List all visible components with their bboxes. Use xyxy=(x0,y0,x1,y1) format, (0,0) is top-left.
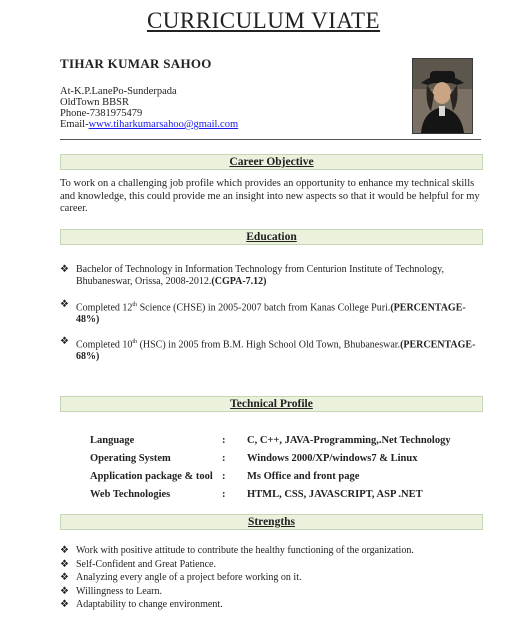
technical-profile-table xyxy=(90,431,451,503)
list-item xyxy=(60,558,480,572)
header-divider xyxy=(60,139,481,140)
diamond-bullet-icon: ❖ xyxy=(60,336,69,347)
phone-number: Phone-7381975479 xyxy=(60,108,143,119)
diamond-bullet-icon: ❖ xyxy=(60,572,69,583)
tech-colon: : xyxy=(222,434,226,446)
list-item xyxy=(60,571,480,585)
education-score: (PERCENTAGE-68%) xyxy=(76,339,476,363)
diamond-bullet-icon: ❖ xyxy=(60,545,69,556)
tech-colon: : xyxy=(222,452,226,464)
education-detail-prefix: Completed 12 xyxy=(76,302,133,314)
superscript: th xyxy=(132,339,138,345)
section-heading: Technical Profile xyxy=(230,398,313,410)
page-title: CURRICULUM VIATE xyxy=(146,8,381,33)
education-score: (PERCENTAGE-48%) xyxy=(76,302,466,326)
address-line-2: OldTown BBSR xyxy=(60,97,129,108)
education-list xyxy=(60,299,480,326)
education-list xyxy=(60,336,480,363)
superscript: th xyxy=(132,302,138,308)
address-line-1: At-K.P.LanePo-Sunderpada xyxy=(60,86,177,97)
table-row xyxy=(90,431,451,449)
list-item xyxy=(60,585,480,599)
tech-colon: : xyxy=(222,470,226,482)
strength-text: Adaptability to change environment. xyxy=(76,599,223,610)
section-heading: Career Objective xyxy=(229,156,314,168)
section-career-objective xyxy=(60,154,483,170)
career-objective-text: To work on a challenging job profile which provides an opportunity to enhance my technical skills and knowledge, this could provide me an insight into new aspects so that it would be helpful for my career. xyxy=(60,178,480,214)
diamond-bullet-icon: ❖ xyxy=(60,264,69,275)
table-row xyxy=(90,449,451,467)
section-heading: Education xyxy=(246,231,297,243)
profile-photo xyxy=(412,58,473,134)
tech-value: C, C++, JAVA-Programming,.Net Technology xyxy=(247,434,451,446)
list-item xyxy=(60,264,480,288)
tech-key: Operating System xyxy=(90,452,171,464)
strength-text: Work with positive attitude to contribute the healthy functioning of the organization. xyxy=(76,545,414,556)
strength-text: Willingness to Learn. xyxy=(76,585,162,597)
list-item xyxy=(60,598,480,612)
strengths-list xyxy=(60,544,480,612)
section-strengths xyxy=(60,514,483,530)
email-label: Email- xyxy=(60,119,89,130)
education-detail-prefix: Completed 10 xyxy=(76,339,133,351)
education-detail: Bachelor of Technology in Information Technology from Centurion Institute of Technology, Bhubaneswar, Orissa, 2008-2012. xyxy=(76,264,445,287)
education-detail: (HSC) in 2005 from B.M. High School Old Town, Bhubaneswar. xyxy=(137,339,401,351)
candidate-name: TIHAR KUMAR SAHOO xyxy=(60,56,212,71)
diamond-bullet-icon: ❖ xyxy=(60,299,69,310)
strength-text: Analyzing every angle of a project before working on it. xyxy=(76,572,302,583)
list-item xyxy=(60,544,480,558)
table-row xyxy=(90,485,451,503)
education-list xyxy=(60,264,480,288)
table-row xyxy=(90,467,451,485)
tech-colon: : xyxy=(222,488,226,500)
list-item xyxy=(60,299,480,326)
tech-value: Windows 2000/XP/windows7 & Linux xyxy=(247,452,418,464)
section-education xyxy=(60,229,483,245)
section-heading: Strengths xyxy=(247,516,296,528)
tech-key: Application package & tool xyxy=(90,470,213,482)
list-item xyxy=(60,336,480,363)
diamond-bullet-icon: ❖ xyxy=(60,599,69,610)
tech-value: HTML, CSS, JAVASCRIPT, ASP .NET xyxy=(247,488,423,500)
tech-key: Web Technologies xyxy=(90,488,171,500)
tech-value: Ms Office and front page xyxy=(247,470,360,482)
diamond-bullet-icon: ❖ xyxy=(60,585,69,597)
strength-text: Self-Confident and Great Patience. xyxy=(76,558,216,570)
email-link[interactable]: www.tiharkumarsahoo@gmail.com xyxy=(88,119,239,130)
email-row xyxy=(60,119,238,130)
diamond-bullet-icon: ❖ xyxy=(60,558,69,570)
education-score: (CGPA-7.12) xyxy=(211,276,267,287)
section-technical-profile xyxy=(60,396,483,412)
education-detail: Science (CHSE) in 2005-2007 batch from Kanas College Puri. xyxy=(137,302,391,314)
tech-key: Language xyxy=(90,434,135,446)
